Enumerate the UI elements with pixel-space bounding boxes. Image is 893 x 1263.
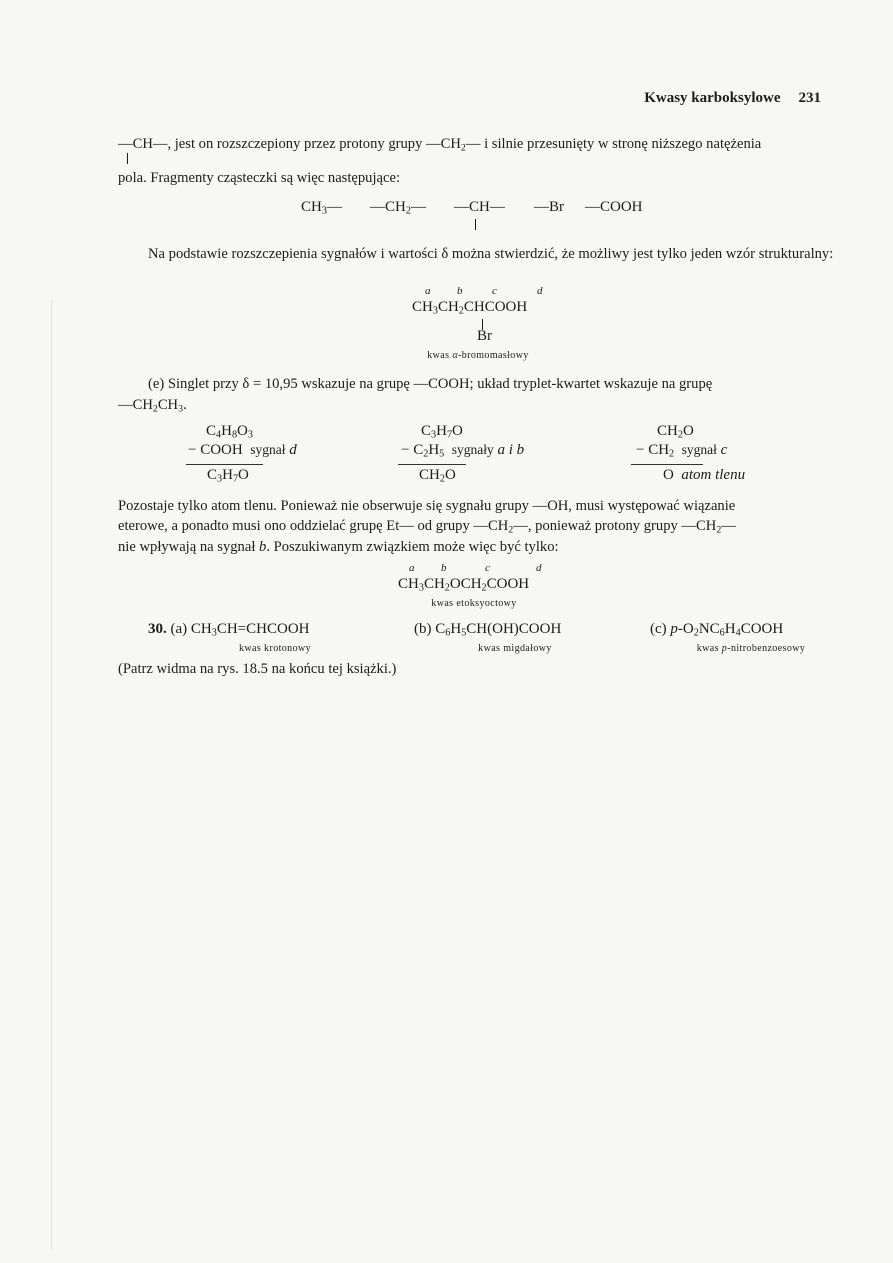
calc-1-minus: − COOH sygnał d (188, 442, 297, 458)
header-title: Kwasy karboksylowe (644, 90, 781, 106)
running-header (644, 90, 821, 107)
calc-1-result: $C_3H_7O$ (207, 467, 249, 485)
page-number: 231 (798, 90, 821, 106)
structure-1-letter-d: d (537, 285, 543, 297)
paragraph-1-line-2: pola. Fragmenty cząsteczki są więc następujące: (118, 170, 401, 186)
calc-3-rule (631, 464, 703, 465)
structure-1-formula: $CH_3CH_2CHCOOH$ (412, 299, 528, 317)
fragment-ch: —CH— (454, 199, 505, 215)
paragraph-1-line-1: —CH—, jest on rozszczepiony przez protony grupy $—CH_2—$ i silnie przesunięty w stronę niższego natężenia (118, 136, 762, 154)
structure-2-letter-d: d (536, 562, 542, 574)
fragment-ch3: $CH_3—$ (301, 199, 342, 217)
calc-2-result: $CH_2O$ (419, 467, 456, 485)
calc-3-minus: − $CH_2$ sygnał c (636, 442, 728, 460)
paragraph-3-line-2: $—CH_2CH_3$. (118, 397, 187, 415)
structure-2-formula: $CH_3CH_2OCH_2COOH$ (398, 576, 530, 594)
calc-2-minus: − $C_2H_5$ sygnały a i b (401, 442, 525, 460)
paragraph-4-line-3: nie wpływają na sygnał b. Poszukiwanym związkiem może więc być tylko: (118, 539, 559, 555)
calc-3-result: O atom tlenu (663, 467, 746, 483)
structure-1-letter-b: b (457, 285, 463, 297)
paragraph-2: Na podstawie rozszczepienia sygnałów i wartości δ można stwierdzić, że możliwy jest tylko jeden wzór strukturalny: (148, 246, 834, 262)
problem-30-b: (b) $C_6H_5CH(OH)COOH$ (414, 621, 562, 639)
structure-1-letter-c: c (492, 285, 497, 297)
calc-2-rule (398, 464, 466, 465)
fragment-ch-bond (475, 219, 476, 230)
structure-1-name: kwas α-bromomasłowy (427, 350, 529, 361)
problem-30-c-name: kwas p-nitrobenzoesowy (696, 643, 806, 654)
paragraph-4-line-1: Pozostaje tylko atom tlenu. Ponieważ nie obserwuje się sygnału grupy —OH, musi występować wiązanie (118, 498, 736, 514)
calc-1-top: $C_4H_8O_3$ (206, 423, 253, 441)
problem-30-a: 30. (a) $CH_3CH=CHCOOH$ (148, 621, 310, 639)
calc-3-top: $CH_2O$ (657, 423, 694, 441)
fragment-ch2: $—CH_2—$ (370, 199, 426, 217)
ch-group: —CH—, (118, 136, 172, 152)
structure-2-letter-b: b (441, 562, 447, 574)
calc-2-top: $C_3H_7O$ (421, 423, 463, 441)
structure-1-br: Br (477, 328, 492, 344)
scan-edge-line (51, 300, 52, 1250)
structure-2-name: kwas etoksyoctowy (431, 598, 517, 609)
structure-1-letter-a: a (425, 285, 431, 297)
ch-vertical-bond (127, 153, 128, 164)
structure-2-letter-c: c (485, 562, 490, 574)
problem-30-b-name: kwas migdałowy (478, 643, 552, 654)
calc-1-rule (186, 464, 263, 465)
paragraph-3-line-1: (e) Singlet przy δ = 10,95 wskazuje na grupę —COOH; układ tryplet-kwartet wskazuje na grupę (148, 376, 713, 392)
paragraph-4-line-2: eterowe, a ponadto musi ono oddzielać grupę Et— od grupy $—CH_2—$, ponieważ protony grupy $—CH_2—$ (118, 518, 736, 536)
fragment-br: —Br (534, 199, 564, 215)
fragment-cooh: —COOH (585, 199, 643, 215)
problem-30-note: (Patrz widma na rys. 18.5 na końcu tej książki.) (118, 661, 397, 677)
problem-30-a-name: kwas krotonowy (239, 643, 311, 654)
structure-2-letter-a: a (409, 562, 415, 574)
problem-30-c: (c) $p-O_2NC_6H_4COOH$ (650, 621, 784, 639)
